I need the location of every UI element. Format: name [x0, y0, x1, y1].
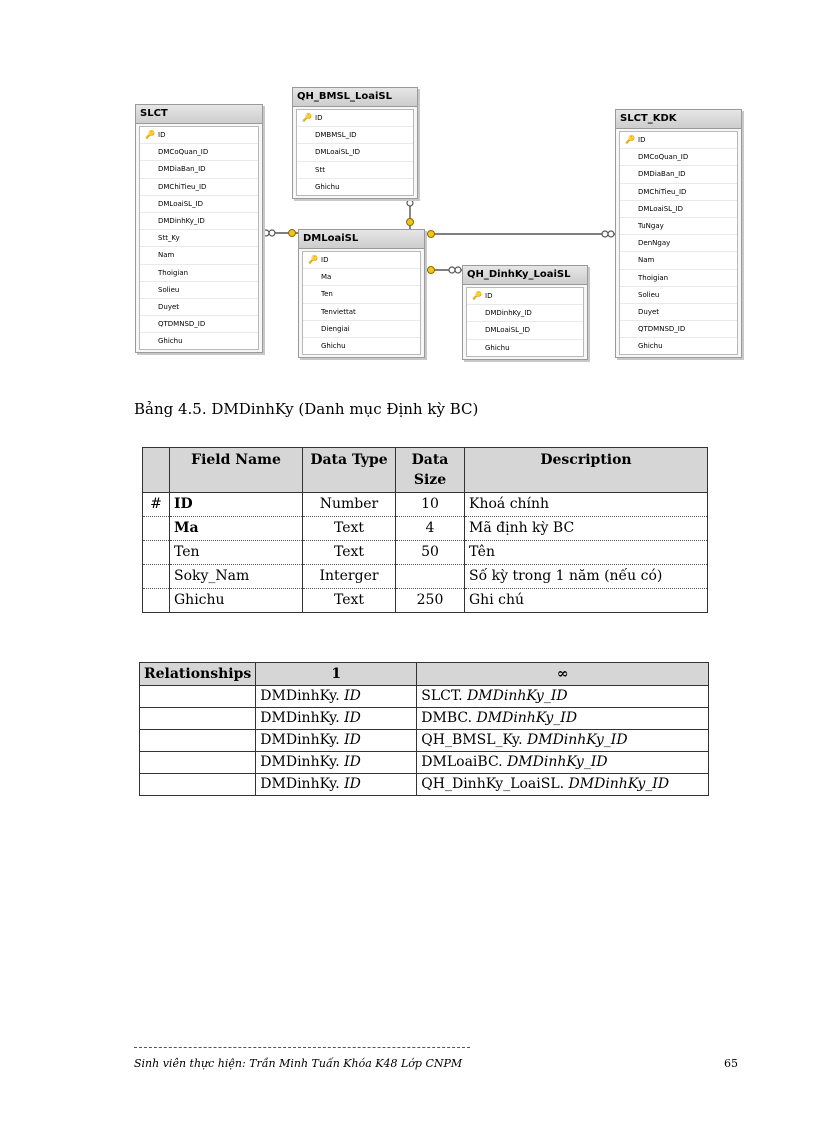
- entity-field-label: ID: [321, 256, 329, 264]
- table-row: [143, 493, 708, 517]
- many-field: DMDinhKy_ID: [568, 776, 670, 792]
- table-row: [140, 708, 709, 730]
- primary-key-icon: 🔑: [145, 130, 155, 139]
- footer-divider: [134, 1047, 470, 1048]
- entity-field: Ghichu: [158, 337, 183, 346]
- relationship-label: [140, 752, 256, 774]
- entity-field: DMBMSL_ID: [297, 127, 413, 144]
- entity-field: Stt_Ky: [140, 230, 258, 247]
- table-row: [143, 517, 708, 541]
- many-field: DMDinhKy_ID: [476, 710, 578, 726]
- relationships-header-row: [140, 663, 709, 686]
- many-side: [417, 774, 709, 796]
- many-table: DMBC.: [421, 710, 477, 726]
- entity-field: DMDiaBan_ID: [140, 161, 258, 178]
- page-number: 65: [724, 1057, 738, 1070]
- entity-field: DMDiaBan_ID: [620, 166, 737, 183]
- data-type: Text: [303, 517, 396, 541]
- relationship-label: [140, 686, 256, 708]
- entity-field: Duyet: [620, 304, 737, 321]
- header-one: 1: [256, 663, 417, 686]
- entity-field: Thoigian: [620, 270, 737, 287]
- one-field: ID: [344, 776, 361, 792]
- fields-header-row: [143, 448, 708, 493]
- entity-field: DMLoaiSL_ID: [467, 322, 583, 339]
- entity-slct-kdk[interactable]: [615, 109, 742, 358]
- many-side: [417, 708, 709, 730]
- entity-dmloaisl[interactable]: [298, 229, 425, 358]
- key-mark: [143, 589, 170, 613]
- data-type: Text: [303, 541, 396, 565]
- field-list: [619, 131, 738, 355]
- field-name: Ten: [170, 541, 303, 565]
- entity-field: Diengiai: [303, 321, 420, 338]
- many-field: DMDinhKy_ID: [527, 732, 628, 748]
- entity-field: Ghichu: [485, 343, 510, 352]
- one-field: ID: [344, 732, 361, 748]
- entity-field: [303, 252, 420, 269]
- primary-key-icon: 🔑: [625, 135, 635, 144]
- description: Tên: [465, 541, 708, 565]
- many-side: [417, 752, 709, 774]
- entity-title: SLCT: [136, 105, 262, 124]
- entity-field: Ghichu: [321, 341, 346, 350]
- entity-field: Ghichu: [638, 342, 663, 351]
- entity-slct[interactable]: [135, 104, 263, 353]
- entity-field: Solieu: [140, 282, 258, 299]
- footer-author: Sinh viên thực hiện: Trần Minh Tuấn Khóa K48 Lớp CNPM: [134, 1057, 463, 1070]
- one-side: [256, 686, 417, 708]
- description: Mã định kỳ BC: [465, 517, 708, 541]
- entity-field: Ten: [303, 286, 420, 303]
- description: Khoá chính: [465, 493, 708, 517]
- many-field: DMDinhKy_ID: [467, 688, 568, 704]
- entity-field: QTDMNSD_ID: [140, 316, 258, 333]
- relationship-label: [140, 708, 256, 730]
- entity-field: Tenviettat: [303, 304, 420, 321]
- primary-key-icon: 🔑: [472, 291, 482, 300]
- entity-title: QH_BMSL_LoaiSL: [293, 88, 417, 107]
- field-list: [296, 109, 414, 196]
- key-mark: #: [143, 493, 170, 517]
- entity-field: DMLoaiSL_ID: [140, 196, 258, 213]
- header-relationships: Relationships: [140, 663, 256, 686]
- header-data-type: Data Type: [303, 448, 396, 493]
- key-mark: [143, 517, 170, 541]
- table-row: [140, 752, 709, 774]
- many-table: QH_DinhKy_LoaiSL.: [421, 776, 569, 792]
- field-name: Ghichu: [170, 589, 303, 613]
- entity-field: Solieu: [620, 287, 737, 304]
- entity-field: DMChiTieu_ID: [140, 179, 258, 196]
- header-data-size: Data Size: [396, 448, 465, 493]
- description: Ghi chú: [465, 589, 708, 613]
- one-field: ID: [344, 754, 361, 770]
- many-side: [417, 686, 709, 708]
- data-size: 250: [396, 589, 465, 613]
- one-table: DMDinhKy.: [260, 688, 345, 704]
- description: Số kỳ trong 1 năm (nếu có): [465, 565, 708, 589]
- entity-field: DMLoaiSL_ID: [620, 201, 737, 218]
- entity-field-label: ID: [158, 131, 166, 139]
- entity-field-label: ID: [485, 292, 493, 300]
- data-size: 4: [396, 517, 465, 541]
- table-row: [140, 774, 709, 796]
- entity-field: Ma: [303, 269, 420, 286]
- entity-field: DMCoQuan_ID: [620, 149, 737, 166]
- fields-table: [142, 447, 708, 613]
- table-row: [140, 686, 709, 708]
- many-side: [417, 730, 709, 752]
- many-table: DMLoaiBC.: [421, 754, 508, 770]
- primary-key-icon: 🔑: [302, 113, 312, 122]
- one-side: [256, 730, 417, 752]
- entity-field: [620, 132, 737, 149]
- entity-title: DMLoaiSL: [299, 230, 424, 249]
- table-row: [143, 541, 708, 565]
- one-field: ID: [344, 710, 361, 726]
- one-table: DMDinhKy.: [260, 710, 345, 726]
- one-table: DMDinhKy.: [260, 776, 345, 792]
- entity-field: [140, 127, 258, 144]
- entity-field: Ghichu: [315, 182, 340, 191]
- entity-field: Thoigian: [140, 265, 258, 282]
- entity-field: DenNgay: [620, 235, 737, 252]
- key-mark: [143, 565, 170, 589]
- entity-field: Nam: [140, 247, 258, 264]
- table-caption: Bảng 4.5. DMDinhKy (Danh mục Định kỳ BC): [134, 400, 479, 418]
- entity-field: DMLoaiSL_ID: [297, 144, 413, 161]
- table-row: [140, 730, 709, 752]
- one-side: [256, 708, 417, 730]
- one-field: ID: [344, 688, 361, 704]
- one-table: DMDinhKy.: [260, 754, 345, 770]
- field-list: [466, 287, 584, 357]
- header-mark: [143, 448, 170, 493]
- entity-field: DMDinhKy_ID: [467, 305, 583, 322]
- many-table: SLCT.: [421, 688, 468, 704]
- entity-field: QTDMNSD_ID: [620, 321, 737, 338]
- primary-key-icon: 🔑: [308, 255, 318, 264]
- header-many: ∞: [417, 663, 709, 686]
- entity-qh-bmsl-loaisl[interactable]: [292, 87, 418, 199]
- one-side: [256, 752, 417, 774]
- many-table: QH_BMSL_Ky.: [421, 732, 528, 748]
- field-name: ID: [170, 493, 303, 517]
- data-size: 10: [396, 493, 465, 517]
- data-size: 50: [396, 541, 465, 565]
- data-type: Interger: [303, 565, 396, 589]
- relationship-label: [140, 730, 256, 752]
- many-field: DMDinhKy_ID: [507, 754, 608, 770]
- table-row: [143, 589, 708, 613]
- entity-field: DMDinhKy_ID: [140, 213, 258, 230]
- entity-field: DMCoQuan_ID: [140, 144, 258, 161]
- relationships-table: [139, 662, 709, 796]
- one-side: [256, 774, 417, 796]
- entity-field: [467, 288, 583, 305]
- relationship-label: [140, 774, 256, 796]
- field-name: Ma: [170, 517, 303, 541]
- entity-field: [297, 110, 413, 127]
- table-row: [143, 565, 708, 589]
- entity-field: Duyet: [140, 299, 258, 316]
- field-list: [302, 251, 421, 355]
- key-mark: [143, 541, 170, 565]
- data-type: Number: [303, 493, 396, 517]
- field-name: Soky_Nam: [170, 565, 303, 589]
- entity-field: Nam: [620, 252, 737, 269]
- data-size: [396, 565, 465, 589]
- header-description: Description: [465, 448, 708, 493]
- one-table: DMDinhKy.: [260, 732, 345, 748]
- header-field-name: Field Name: [170, 448, 303, 493]
- entity-field: Stt: [297, 162, 413, 179]
- entity-field-label: ID: [638, 136, 646, 144]
- entity-title: QH_DinhKy_LoaiSL: [463, 266, 587, 285]
- field-list: [139, 126, 259, 350]
- entity-field: TuNgay: [620, 218, 737, 235]
- data-type: Text: [303, 589, 396, 613]
- entity-qh-dinhky-loaisl[interactable]: [462, 265, 588, 360]
- entity-title: SLCT_KDK: [616, 110, 741, 129]
- entity-field: DMChiTieu_ID: [620, 184, 737, 201]
- entity-field-label: ID: [315, 114, 323, 122]
